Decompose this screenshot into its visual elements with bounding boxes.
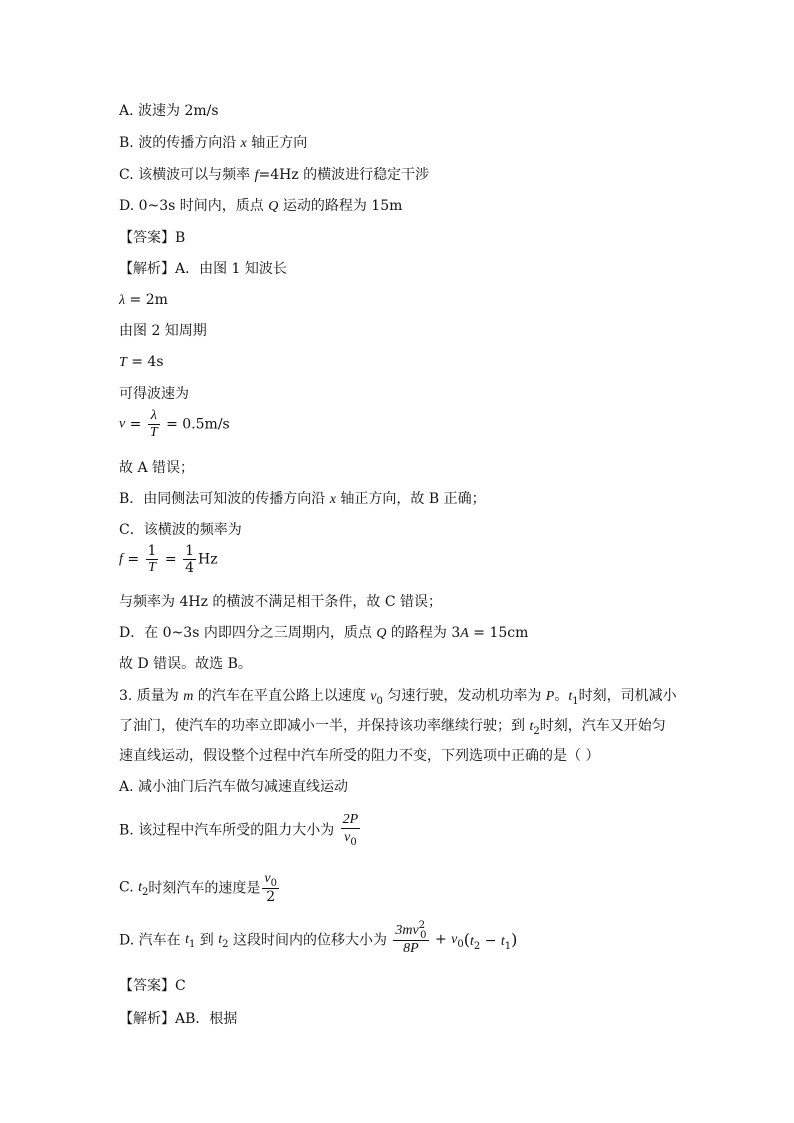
q2-a-wrong: 故 A 错误；: [119, 460, 195, 476]
resistance-fraction: $\frac{2P}{v_0}$: [342, 812, 359, 848]
q3-option-b: B. 该过程中汽车所受的阻力大小为 $\frac{2P}{v_0}$: [119, 812, 359, 848]
velocity-fraction: $\frac{v_0}{2}$: [264, 871, 277, 905]
q3-option-a: A. 减小油门后汽车做匀减速直线运动: [119, 779, 349, 795]
q2-c-analysis: C．该横波的频率为: [119, 522, 242, 538]
q2-c-wrong: 与频率为 4Hz 的横波不满足相干条件，故 C 错误；: [119, 594, 443, 610]
q2-frequency-equation: f = $\frac{1}{T}$ = $\frac{1}{4}$ Hz: [119, 543, 218, 576]
q3-option-c: C. $t_2$时刻汽车的速度是 $\frac{v_0}{2}$: [119, 871, 277, 905]
q2-period-intro: 由图 2 知周期: [119, 323, 207, 339]
freq-fraction-2: $\frac{1}{4}$: [185, 543, 195, 576]
q2-option-c: C. 该横波可以与频率 f=4Hz 的横波进行稳定干涉: [119, 167, 430, 183]
freq-fraction-1: $\frac{1}{T}$: [147, 543, 157, 575]
q3-option-d: D. 汽车在 $t_1$ 到 $t_2$ 这段时间内的位移大小为 $\frac{3mv^2_0}{8P}$ + $v_0(t_2 - t_1)$: [119, 920, 518, 956]
q2-lambda-equation: λ = 2m: [119, 292, 168, 308]
q2-d-analysis: D．在 0~3s 内即四分之三周期内，质点 Q 的路程为 3A = 15cm: [119, 625, 529, 641]
q2-answer: 【答案】B: [119, 230, 186, 246]
displacement-fraction: $\frac{3mv^2_0}{8P}$: [395, 920, 427, 956]
q2-analysis-intro: 【解析】A．由图 1 知波长: [119, 261, 287, 277]
q3-analysis: 【解析】AB．根据: [119, 1011, 238, 1027]
q2-period-equation: T = 4s: [119, 354, 164, 370]
q2-option-a: A. 波速为 2m/s: [119, 103, 219, 119]
q3-answer: 【答案】C: [119, 978, 186, 994]
q2-d-wrong: 故 D 错误。故选 B。: [119, 656, 252, 672]
q2-option-b: B. 波的传播方向沿 x 轴正方向: [119, 135, 308, 151]
q2-speed-equation: v = $\frac{\lambda}{T}$ = 0.5m/s: [119, 408, 230, 440]
q2-option-d: D. 0~3s 时间内，质点 Q 运动的路程为 15m: [119, 198, 403, 214]
q3-stem-line-3: 速直线运动，假设整个过程中汽车所受的阻力不变，下列选项中正确的是（ ）: [119, 748, 600, 764]
q3-stem-line-1: 3. 质量为 m 的汽车在平直公路上以速度 $v_0$ 匀速行驶，发动机功率为 P。$t_1$时刻，司机减小: [119, 688, 677, 707]
speed-fraction: $\frac{\lambda}{T}$: [149, 408, 158, 440]
q3-stem-line-2: 了油门，使汽车的功率立即减小一半，并保持该功率继续行驶；到 $t_2$时刻，汽车又开始匀: [119, 718, 666, 737]
q2-speed-intro: 可得波速为: [119, 386, 189, 402]
q2-b-analysis: B．由同侧法可知波的传播方向沿 x 轴正方向，故 B 正确；: [119, 491, 486, 507]
